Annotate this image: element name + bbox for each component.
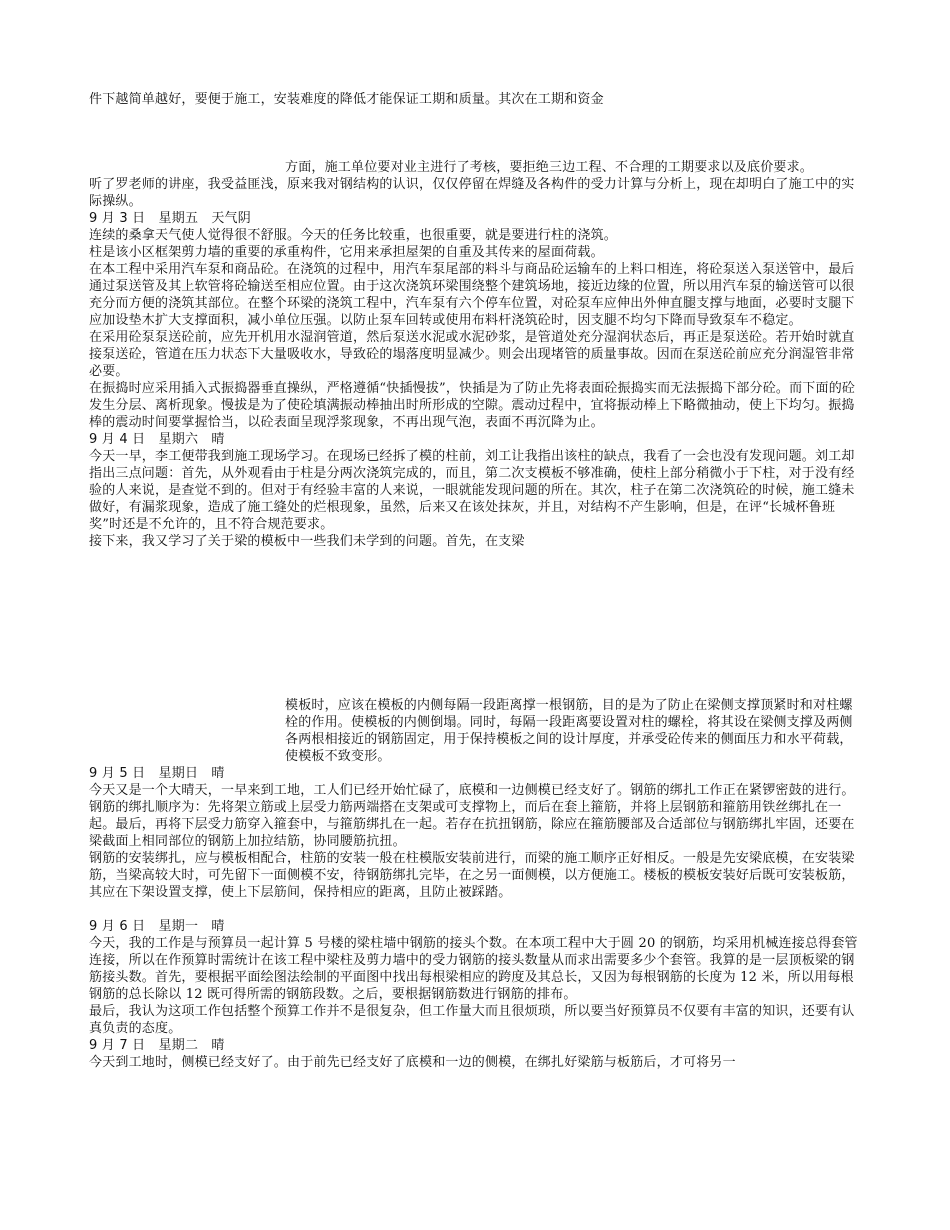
- diary-date-heading: 9 月 3 日 星期五 天气阴: [89, 211, 251, 226]
- paragraph: 方面，施工单位要对业主进行了考核，要拒绝三边工程、不合理的工期要求以及底价要求。: [285, 160, 814, 175]
- paragraph: 柱是该小区框架剪力墙的重要的承重构件，它用来承担屋架的自重及其传来的屋面荷载。: [89, 245, 604, 260]
- paragraph: 接下来，我又学习了关于梁的模板中一些我们未学到的问题。首先，在支梁: [89, 534, 525, 549]
- text-block-top: [89, 91, 861, 108]
- paragraph: 连续的桑拿天气使人觉得很不舒服。今天的任务比较重，也很重要，就是要进行柱的浇筑。: [89, 228, 618, 243]
- diary-date-heading: 9 月 7 日 星期二 晴: [89, 1038, 225, 1053]
- text-block-bottom: [89, 697, 861, 1071]
- text-block-middle: [89, 159, 861, 550]
- paragraph: 听了罗老师的讲座，我受益匪浅，原来我对钢结构的认识，仅仅停留在焊缝及各构件的受力计算与分析上，现在却明白了施工中的实际操纵。: [89, 177, 855, 209]
- paragraph: 在采用砼泵泵送砼前，应先开机用水湿润管道，然后泵送水泥或水泥砂浆，是管道处充分湿润状态后，再正是泵送砼。若开始时就直接泵送砼，管道在压力状态下大量吸收水，导致砼的塌落度明显减少。则会出现堵管的质量事故。因而在泵送砼前应充分润湿管非常必要。: [89, 330, 855, 379]
- paragraph: 件下越简单越好，要便于施工，安装难度的降低才能保证工期和质量。其次在工期和资金: [89, 92, 604, 107]
- paragraph: 钢筋的安装绑扎，应与模板相配合，柱筋的安装一般在柱模版安装前进行，而梁的施工顺序正好相反。一般是先安梁底模，在安装梁筋，当梁高较大时，可先留下一面侧模不安，待钢筋绑扎完毕，在之另一面侧模，以方便施工。楼板的模板安装好后既可安装板筋，其应在下架设置支撑，使上下层筋间，保持相应的距离，且防止被踩踏。: [89, 851, 855, 900]
- paragraph: 今天到工地时，侧模已经支好了。由于前先已经支好了底模和一边的侧模，在绑扎好梁筋与板筋后，才可将另一: [89, 1055, 736, 1070]
- diary-date-heading: 9 月 6 日 星期一 晴: [89, 919, 225, 934]
- blank-line: [89, 901, 861, 918]
- paragraph: 模板时，应该在模板的内侧每隔一段距离撑一根钢筋，目的是为了防止在梁侧支撑顶紧时和对柱螺栓的作用。使模板的内侧倒塌。同时，每隔一段距离要设置对柱的螺栓，将其设在梁侧支撑及两侧各两根相接近的钢筋固定，用于保持模板之间的设计厚度，并承受砼传来的侧面压力和水平荷载，使模板不致变形。: [285, 698, 853, 764]
- paragraph: 在振捣时应采用插入式振捣器垂直操纵，严格遵循“快插慢拔”，快插是为了防止先将表面砼振捣实而无法振捣下部分砼。而下面的砼发生分层、离析现象。慢拔是为了使砼填满振动棒抽出时所形成的空隙。震动过程中，宜将振动棒上下略微抽动，使上下均匀。振捣棒的震动时间要掌握恰当，以砼表面呈现浮浆现象，不再出现气泡，表面不再沉降为止。: [89, 381, 856, 430]
- paragraph: 最后，我认为这项工作包括整个预算工作并不是很复杂，但工作量大而且很烦琐，所以要当好预算员不仅要有丰富的知识，还要有认真负责的态度。: [89, 1004, 855, 1036]
- paragraph: 在本工程中采用汽车泵和商品砼。在浇筑的过程中，用汽车泵尾部的料斗与商品砼运输车的上料口相连，将砼泵送入泵送管中，最后通过泵送管及其上软管将砼输送至相应位置。由于这次浇筑环梁围绕整个建筑场地，接近边缘的位置，所以用汽车泵的输送管可以很充分而方便的浇筑其部位。在整个环梁的浇筑工程中，汽车泵有六个停车位置，对砼泵车应伸出外伸直腿支撑与地面，必要时支腿下应加设垫木扩大支撑面积，减小单位压强。以防止泵车回转或使用布料杆浇筑砼时，因支腿不均匀下降而导致泵车不稳定。: [89, 262, 855, 328]
- paragraph: 今天，我的工作是与预算员一起计算 5 号楼的梁柱墙中钢筋的接头个数。在本项工程中大于圆 20 的钢筋，均采用机械连接总得套管连接，所以在作预算时需统计在该工程中梁柱及剪力墙中的受力钢筋的接头数量从而求出需要多少个套管。我算的是一层顶板梁的钢筋接头数。首先，要根据平面绘图法绘制的平面图中找出每根梁相应的跨度及其总长，又因为每根钢筋的长度为 12 米，所以用每根钢筋的总长除以 12 既可得所需的钢筋段数。之后，要根据钢筋数进行钢筋的排布。: [89, 936, 858, 1002]
- diary-date-heading: 9 月 5 日 星期日 晴: [89, 766, 225, 781]
- paragraph: 今天一早，李工便带我到施工现场学习。在现场已经拆了模的柱前，刘工让我指出该柱的缺点，我看了一会也没有发现问题。刘工却指出三点问题：首先，从外观看由于柱是分两次浇筑完成的，而且，第二次支模板不够准确，使柱上部分稍微小于下柱，对于没有经验的人来说，是查觉不到的。但对于有经验丰富的人来说，一眼就能发现问题的所在。其次，柱子在第二次浇筑砼的时候，施工缝未做好，有漏浆现象，造成了施工缝处的烂根现象，虽然，后来又在该处抹灰，并且，对结构不产生影响，但是，在评“长城杯鲁班奖”时还是不允许的，且不符合规范要求。: [89, 449, 855, 532]
- diary-date-heading: 9 月 4 日 星期六 晴: [89, 432, 225, 447]
- paragraph: 钢筋的绑扎顺序为：先将架立筋或上层受力筋两端搭在支架或可支撑物上，而后在套上箍筋，并将上层钢筋和箍筋用铁丝绑扎在一起。最后，再将下层受力筋穿入箍套中，与箍筋绑扎在一起。若存在抗扭钢筋，除应在箍筋腰部及合适部位与钢筋绑扎牢固，还要在梁截面上相同部位的钢筋上加拉结筋，协同腰筋抗扭。: [89, 800, 855, 849]
- paragraph: 今天又是一个大晴天，一早来到工地，工人们已经开始忙碌了，底模和一边侧模已经支好了。钢筋的绑扎工作正在紧锣密鼓的进行。: [89, 783, 855, 798]
